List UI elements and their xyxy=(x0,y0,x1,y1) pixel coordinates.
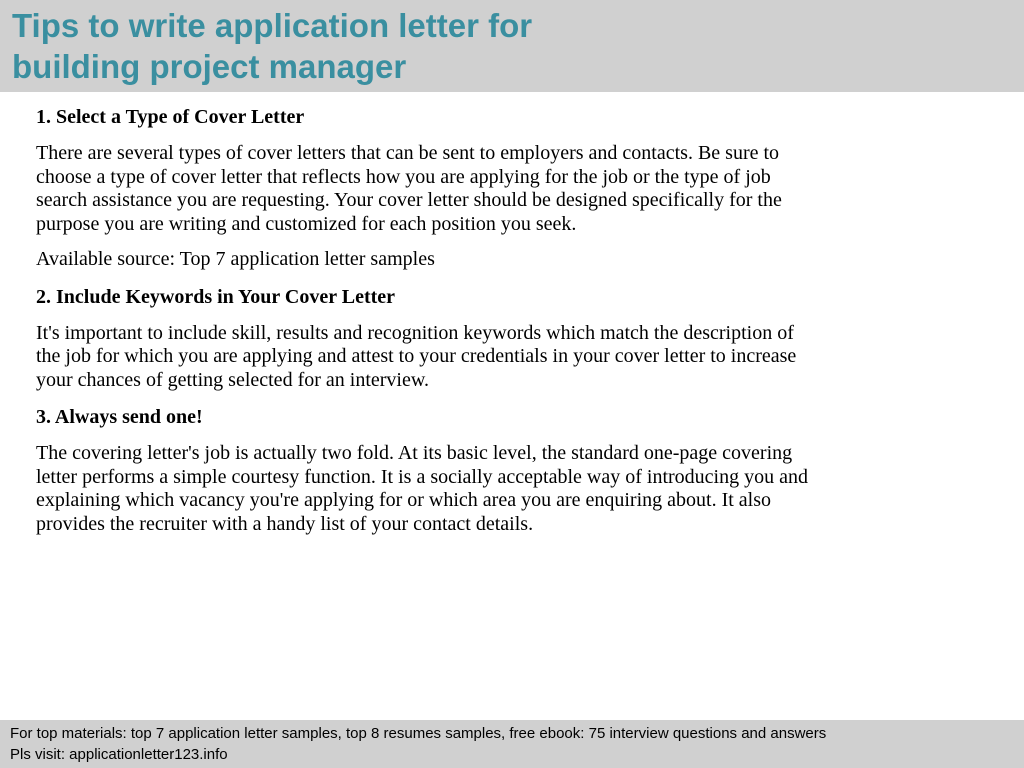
section-2-line-3: your chances of getting selected for an interview. xyxy=(36,368,429,391)
section-1-paragraph xyxy=(36,142,996,236)
section-2-line-1: It's important to include skill, results and recognition keywords which match the description of xyxy=(36,321,794,344)
slide-content xyxy=(36,104,996,548)
section-3-line-2: letter performs a simple courtesy function. It is a socially acceptable way of introducing you and xyxy=(36,465,808,488)
slide-title xyxy=(12,5,532,87)
section-3-line-1: The covering letter's job is actually two fold. At its basic level, the standard one-page covering xyxy=(36,442,793,464)
section-3-paragraph xyxy=(36,442,996,536)
section-3-line-3: explaining which vacancy you're applying for or which area you are enquiring about. It also xyxy=(36,489,772,511)
section-1-line-3: search assistance you are requesting. Your cover letter should be designed specifically for the xyxy=(36,189,782,211)
section-3-line-4: provides the recruiter with a handy list of your contact details. xyxy=(36,512,534,535)
section-2-paragraph xyxy=(36,322,996,393)
footer-visit-text: Pls visit: applicationletter123.info xyxy=(10,746,228,763)
section-1-heading: 1. Select a Type of Cover Letter xyxy=(36,106,305,128)
section-1-line-2: choose a type of cover letter that reflects how you are applying for the job or the type of job xyxy=(36,165,771,188)
slide-header xyxy=(0,0,1024,92)
section-1-source: Available source: Top 7 application letter samples xyxy=(36,248,435,270)
section-1-line-1: There are several types of cover letters that can be sent to employers and contacts. Be sure to xyxy=(36,142,780,164)
section-1-line-4: purpose you are writing and customized for each position you seek. xyxy=(36,212,577,235)
section-2-heading: 2. Include Keywords in Your Cover Letter xyxy=(36,285,396,308)
section-2-line-2: the job for which you are applying and attest to your credentials in your cover letter to increase xyxy=(36,345,797,367)
slide-title-line-1: Tips to write application letter for xyxy=(12,7,533,44)
footer-materials-text: For top materials: top 7 application letter samples, top 8 resumes samples, free ebook: 75 interview questions and answers xyxy=(10,725,827,742)
slide-footer xyxy=(0,720,1024,768)
section-3-heading: 3. Always send one! xyxy=(36,406,203,428)
slide-title-line-2: building project manager xyxy=(12,48,407,85)
